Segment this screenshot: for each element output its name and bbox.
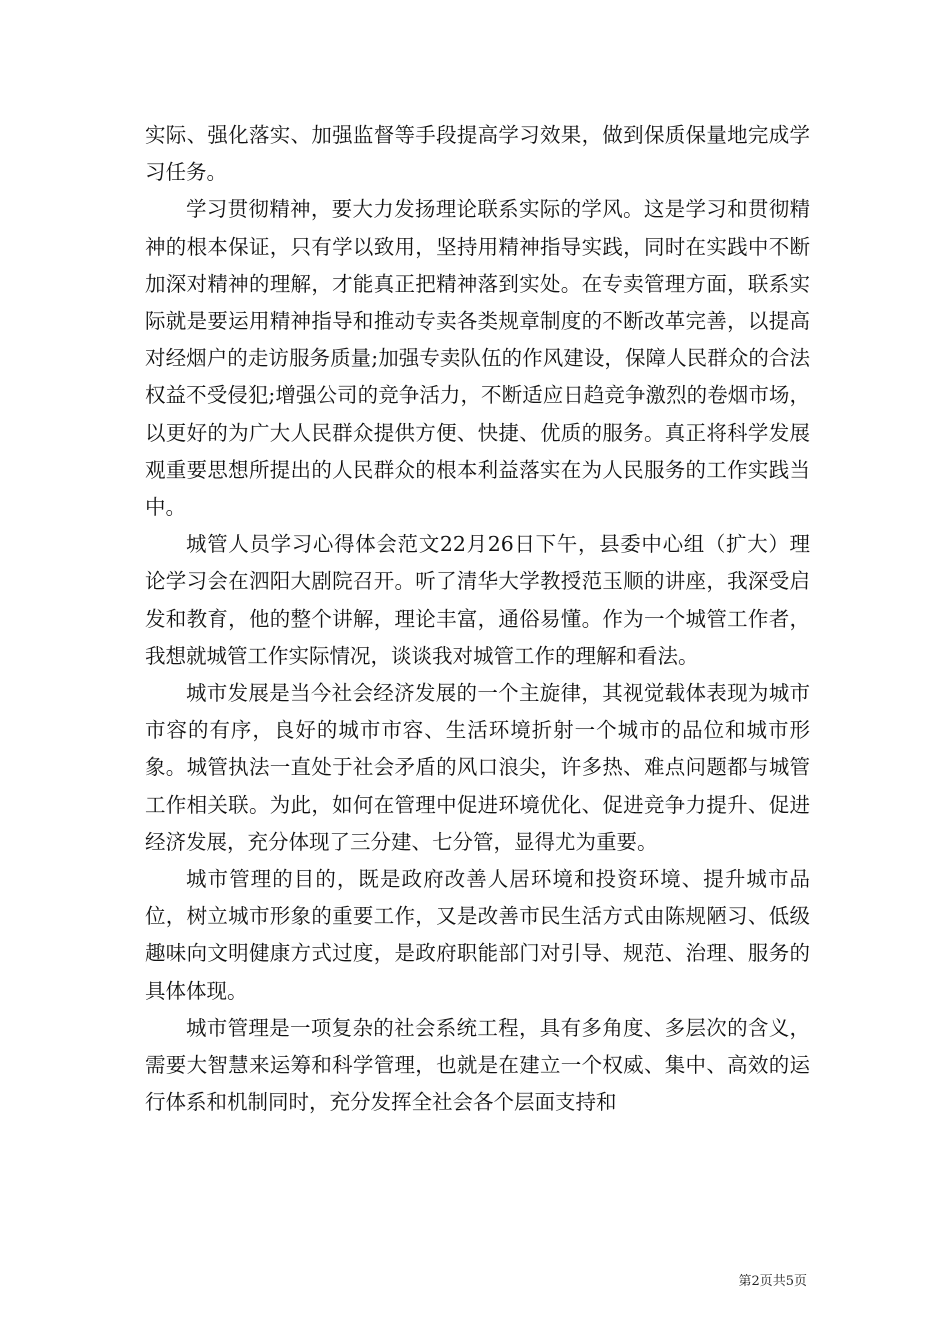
page-number-footer: 第2页共5页 <box>738 1274 807 1289</box>
paragraph-2: 学习贯彻精神，要大力发扬理论联系实际的学风。这是学习和贯彻精神的根本保证，只有学以致用，坚持用精神指导实践，同时在实践中不断加深对精神的理解，才能真正把精神落到实处。在专卖管理方面，联系实际就是要运用精神指导和推动专卖各类规章制度的不断改革完善，以提高对经烟户的走访服务质量;加强专卖队伍的作风建设，保障人民群众的合法权益不受侵犯;增强公司的竞争活力，不断适应日趋竞争激烈的卷烟市场，以更好的为广大人民群众提供方便、快捷、优质的服务。真正将科学发展观重要思想所提出的人民群众的根本利益落实在为人民服务的工作实践当中。 <box>145 197 810 520</box>
paragraph-6: 城市管理是一项复杂的社会系统工程，具有多角度、多层次的含义，需要大智慧来运筹和科学管理，也就是在建立一个权威、集中、高效的运行体系和机制同时，充分发挥全社会各个层面支持和 <box>145 1015 810 1115</box>
paragraph-1: 实际、强化落实、加强监督等手段提高学习效果，做到保质保量地完成学习任务。 <box>145 123 810 185</box>
paragraph-5: 城市管理的目的，既是政府改善人居环境和投资环境、提升城市品位，树立城市形象的重要工作，又是改善市民生活方式由陈规陋习、低级趣味向文明健康方式过度，是政府职能部门对引导、规范、治理、服务的具体体现。 <box>145 867 810 1003</box>
document-body <box>145 117 810 1121</box>
paragraph-3: 城管人员学习心得体会范文22月26日下午，县委中心组（扩大）理论学习会在泗阳大剧院召开。听了清华大学教授范玉顺的讲座，我深受启发和教育，他的整个讲解，理论丰富，通俗易懂。作为一个城管工作者，我想就城管工作实际情况，谈谈我对城管工作的理解和看法。 <box>145 532 810 668</box>
paragraph-4: 城市发展是当今社会经济发展的一个主旋律，其视觉载体表现为城市市容的有序，良好的城市市容、生活环境折射一个城市的品位和城市形象。城管执法一直处于社会矛盾的风口浪尖，许多热、难点问题都与城管工作相关联。为此，如何在管理中促进环境优化、促进竞争力提升、促进经济发展，充分体现了三分建、七分管，显得尤为重要。 <box>145 681 810 854</box>
